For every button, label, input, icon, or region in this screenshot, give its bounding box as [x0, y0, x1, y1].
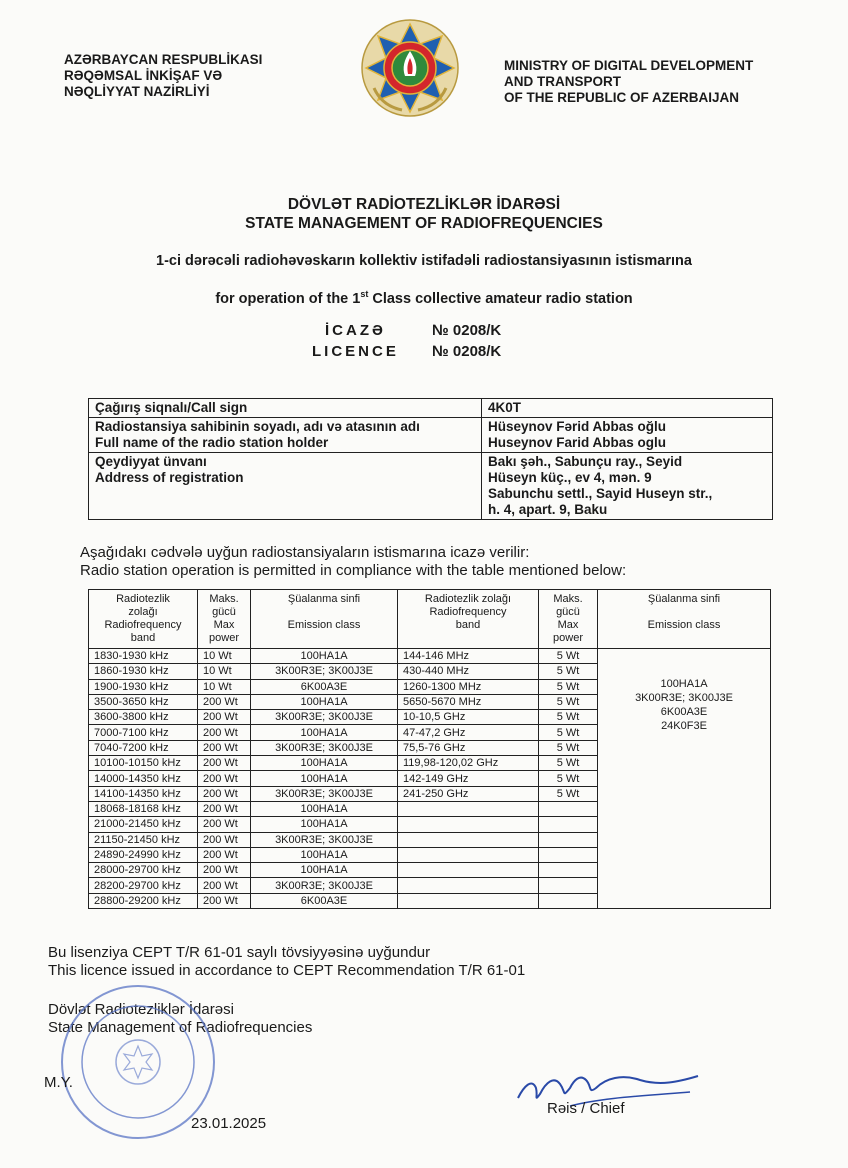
col-emission-header: Şüalanma sinfi Emission class — [251, 590, 398, 649]
emission-cell: 100HA1A — [251, 649, 398, 664]
callsign-value: 4K0T — [482, 399, 773, 418]
power2-cell — [539, 847, 598, 862]
band-cell: 14100-14350 kHz — [89, 786, 198, 801]
power2-cell: 5 Wt — [539, 710, 598, 725]
col-band2-header: Radiotezlik zolağı Radiofrequency band — [398, 590, 539, 649]
band2-cell — [398, 832, 539, 847]
power-cell: 200 Wt — [198, 893, 251, 908]
emission-cell: 3K00R3E; 3K00J3E — [251, 710, 398, 725]
power2-cell: 5 Wt — [539, 679, 598, 694]
cept-note: Bu lisenziya CEPT T/R 61-01 saylı tövsiyyəsinə uyğundur This licence issued in accordance to CEPT Recommendation T/R 61-01 — [48, 944, 526, 979]
band-cell: 21000-21450 kHz — [89, 817, 198, 832]
emission2-line: 3K00R3E; 3K00J3E — [635, 692, 733, 704]
callsign-label: Çağırış siqnalı/Call sign — [89, 399, 482, 418]
power-cell: 10 Wt — [198, 664, 251, 679]
band-cell: 7000-7100 kHz — [89, 725, 198, 740]
band-cell: 1900-1930 kHz — [89, 679, 198, 694]
emission-cell: 100HA1A — [251, 771, 398, 786]
band2-cell — [398, 801, 539, 816]
band-cell: 3500-3650 kHz — [89, 694, 198, 709]
holder-info-table — [88, 398, 773, 520]
agency-name-az: DÖVLƏT RADİOTEZLİKLƏR İDARƏSİ — [287, 196, 561, 213]
emission2-line: 6K00A3E — [660, 706, 708, 718]
emission-cell: 100HA1A — [251, 801, 398, 816]
power-cell: 200 Wt — [198, 863, 251, 878]
band2-cell: 47-47,2 GHz — [398, 725, 539, 740]
power-cell: 200 Wt — [198, 771, 251, 786]
emission-cell: 100HA1A — [251, 847, 398, 862]
band-cell: 1860-1930 kHz — [89, 664, 198, 679]
mp-label: M.Y. — [44, 1074, 73, 1091]
power2-cell: 5 Wt — [539, 740, 598, 755]
power-cell: 200 Wt — [198, 740, 251, 755]
power-cell: 200 Wt — [198, 817, 251, 832]
band2-cell — [398, 863, 539, 878]
emission2-merged-cell — [598, 649, 771, 909]
address-label: Qeydiyyat ünvanı Address of registration — [89, 453, 482, 520]
holder-value: Hüseynov Fərid Abbas oğlu Huseynov Farid Abbas oglu — [482, 418, 773, 453]
band2-cell: 142-149 GHz — [398, 771, 539, 786]
power-cell: 200 Wt — [198, 832, 251, 847]
emission2-line: 24K0F3E — [661, 720, 707, 732]
power-cell: 200 Wt — [198, 847, 251, 862]
emission-cell: 100HA1A — [251, 725, 398, 740]
col-emission2-header: Şüalanma sinfi Emission class — [598, 590, 771, 649]
address-row — [89, 453, 773, 520]
power2-cell — [539, 863, 598, 878]
power2-cell — [539, 878, 598, 893]
emission-cell: 6K00A3E — [251, 893, 398, 908]
emission-cell: 6K00A3E — [251, 679, 398, 694]
band-table-header — [89, 590, 771, 649]
licence-label-az: İCAZƏ — [325, 322, 386, 339]
power-cell: 200 Wt — [198, 878, 251, 893]
band-cell: 7040-7200 kHz — [89, 740, 198, 755]
emission-cell: 3K00R3E; 3K00J3E — [251, 878, 398, 893]
band-table-body — [89, 649, 771, 909]
band-cell: 28800-29200 kHz — [89, 893, 198, 908]
band2-cell: 75,5-76 GHz — [398, 740, 539, 755]
power2-cell: 5 Wt — [539, 725, 598, 740]
band2-cell — [398, 878, 539, 893]
band2-cell: 430-440 MHz — [398, 664, 539, 679]
emission2-line: 100HA1A — [660, 678, 708, 690]
band2-cell: 10-10,5 GHz — [398, 710, 539, 725]
band2-cell: 1260-1300 MHz — [398, 679, 539, 694]
holder-row — [89, 418, 773, 453]
licence-label-en: LICENCE — [312, 343, 399, 360]
band-row — [89, 649, 771, 664]
ministry-name-az: AZƏRBAYCAN RESPUBLİKASI RƏQƏMSAL İNKİŞAF VƏ NƏQLİYYAT NAZİRLİYİ — [64, 52, 263, 99]
emission-cell: 100HA1A — [251, 756, 398, 771]
power2-cell: 5 Wt — [539, 771, 598, 786]
permission-text: Aşağıdakı cədvələ uyğun radiostansiyaların istismarına icazə verilir: Radio station operation is permitted in compliance with the table mentioned below: — [80, 544, 627, 579]
band-cell: 1830-1930 kHz — [89, 649, 198, 664]
power2-cell: 5 Wt — [539, 756, 598, 771]
chief-title: Rəis / Chief — [547, 1100, 625, 1117]
power-cell: 10 Wt — [198, 649, 251, 664]
emission-cell: 3K00R3E; 3K00J3E — [251, 832, 398, 847]
band2-cell: 241-250 GHz — [398, 786, 539, 801]
emission-cell: 100HA1A — [251, 863, 398, 878]
band-cell: 10100-10150 kHz — [89, 756, 198, 771]
band2-cell: 144-146 MHz — [398, 649, 539, 664]
power-cell: 200 Wt — [198, 725, 251, 740]
purpose-en: for operation of the 1st Class collective amateur radio station — [215, 289, 633, 307]
licence-number-en: № 0208/K — [432, 343, 502, 360]
state-emblem — [360, 18, 460, 118]
power2-cell: 5 Wt — [539, 664, 598, 679]
power2-cell — [539, 832, 598, 847]
power2-cell: 5 Wt — [539, 694, 598, 709]
emission-cell: 100HA1A — [251, 817, 398, 832]
power2-cell — [539, 817, 598, 832]
ministry-name-en: MINISTRY OF DIGITAL DEVELOPMENT AND TRANSPORT OF THE REPUBLIC OF AZERBAIJAN — [504, 58, 754, 105]
power-cell: 200 Wt — [198, 710, 251, 725]
band-cell: 14000-14350 kHz — [89, 771, 198, 786]
band-cell: 18068-18168 kHz — [89, 801, 198, 816]
issue-date: 23.01.2025 — [191, 1115, 267, 1132]
band2-cell: 119,98-120,02 GHz — [398, 756, 539, 771]
band2-cell — [398, 893, 539, 908]
power-cell: 200 Wt — [198, 694, 251, 709]
emission-cell: 3K00R3E; 3K00J3E — [251, 740, 398, 755]
col-power-header: Maks. gücü Max power — [198, 590, 251, 649]
holder-label: Radiostansiya sahibinin soyadı, adı və atasının adı Full name of the radio station holder — [89, 418, 482, 453]
power2-cell: 5 Wt — [539, 786, 598, 801]
signatory-org: Dövlət Radiotezliklər İdarəsi State Management of Radiofrequencies — [48, 1001, 313, 1036]
band-cell: 24890-24990 kHz — [89, 847, 198, 862]
power2-cell — [539, 893, 598, 908]
power-cell: 200 Wt — [198, 756, 251, 771]
address-value: Bakı şəh., Sabunçu ray., Seyid Hüseyn küç., ev 4, mən. 9 Sabunchu settl., Sayid Huseyn str., h. 4, apart. 9, Baku — [482, 453, 773, 520]
power2-cell — [539, 801, 598, 816]
emission-cell: 3K00R3E; 3K00J3E — [251, 786, 398, 801]
emission-cell: 3K00R3E; 3K00J3E — [251, 664, 398, 679]
callsign-row — [89, 399, 773, 418]
power2-cell: 5 Wt — [539, 649, 598, 664]
band2-cell: 5650-5670 MHz — [398, 694, 539, 709]
band-cell: 28200-29700 kHz — [89, 878, 198, 893]
power-cell: 10 Wt — [198, 679, 251, 694]
col-power2-header: Maks. gücü Max power — [539, 590, 598, 649]
purpose-az: 1-ci dərəcəli radiohəvəskarın kollektiv istifadəli radiostansiyasının istismarına — [156, 253, 692, 269]
band-cell: 21150-21450 kHz — [89, 832, 198, 847]
band-cell: 28000-29700 kHz — [89, 863, 198, 878]
frequency-band-table — [88, 589, 771, 909]
power-cell: 200 Wt — [198, 801, 251, 816]
emission-cell: 100HA1A — [251, 694, 398, 709]
agency-name-en: STATE MANAGEMENT OF RADIOFREQUENCIES — [245, 215, 603, 232]
band2-cell — [398, 847, 539, 862]
col-band-header: Radiotezlik zolağı Radiofrequency band — [89, 590, 198, 649]
power-cell: 200 Wt — [198, 786, 251, 801]
licence-number-az: № 0208/K — [432, 322, 502, 339]
band-cell: 3600-3800 kHz — [89, 710, 198, 725]
band2-cell — [398, 817, 539, 832]
